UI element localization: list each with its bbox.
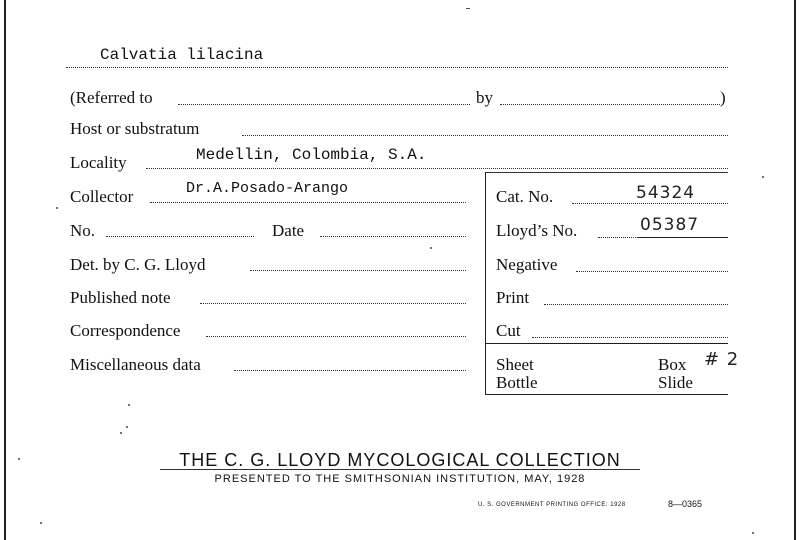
published-note-line [200,303,466,304]
scan-speck [56,207,58,209]
lloyds-no-value: 05387 [640,215,700,235]
collector-line [150,202,466,203]
correspondence-label: Correspondence [70,321,181,340]
no-label: No. [70,221,96,240]
host-line [242,135,728,136]
misc-label: Miscellaneous data [70,355,201,374]
scan-speck [762,176,764,178]
sheet-label: Sheet [496,355,534,374]
negative-line [576,271,728,272]
collection-title: THE C. G. LLOYD MYCOLOGICAL COLLECTION [179,450,621,470]
title-underline [160,469,640,470]
lloyds-no-line [598,237,638,238]
date-label: Date [272,221,305,240]
lloyds-no-underline [638,237,728,238]
species-name: Calvatia lilacina [100,46,264,64]
lloyds-no-label: Lloyd’s No. [496,221,578,240]
no-line [106,236,254,237]
scan-speck [126,426,128,428]
collection-subtitle: PRESENTED TO THE SMITHSONIAN INSTITUTION, MAY, 1928 [214,473,586,485]
cut-line [532,337,728,338]
cat-no-value: 54324 [636,183,696,203]
correspondence-line [206,336,466,337]
scan-speck [120,432,122,434]
collector-label: Collector [70,187,134,206]
negative-label: Negative [496,255,558,274]
cat-no-line [572,203,728,204]
scan-speck [40,522,42,524]
det-by-label: Det. by C. G. Lloyd [70,255,206,274]
close-paren: ) [720,88,726,107]
box-number-value: # 2 [704,349,740,370]
slide-label: Slide [658,373,693,392]
box-divider [485,343,728,344]
species-line [66,67,728,68]
locality-value: Medellin, Colombia, S.A. [196,146,427,164]
locality-label: Locality [70,153,127,172]
referred-to-line [178,104,470,105]
cut-label: Cut [496,321,521,340]
det-by-line [250,270,466,271]
printer-imprint: U. S. GOVERNMENT PRINTING OFFICE: 1928 [478,502,626,508]
date-line [320,236,466,237]
scan-speck [466,8,470,9]
by-line [500,104,720,105]
scan-speck [128,404,130,406]
scan-speck [430,247,432,249]
box-label: Box [658,355,687,374]
print-line [544,304,728,305]
host-label: Host or substratum [70,119,200,138]
scan-speck [752,532,754,534]
bottle-label: Bottle [496,373,538,392]
print-label: Print [496,288,530,307]
referred-to-label: (Referred to [70,88,153,107]
box-bottom-border [485,394,728,395]
cat-no-label: Cat. No. [496,187,554,206]
misc-line [234,370,466,371]
locality-line [146,168,728,169]
print-number: 8—0365 [668,499,703,509]
scan-speck [18,458,20,460]
collector-value: Dr.A.Posado-Arango [186,180,349,197]
by-label: by [476,88,493,107]
published-note-label: Published note [70,288,171,307]
